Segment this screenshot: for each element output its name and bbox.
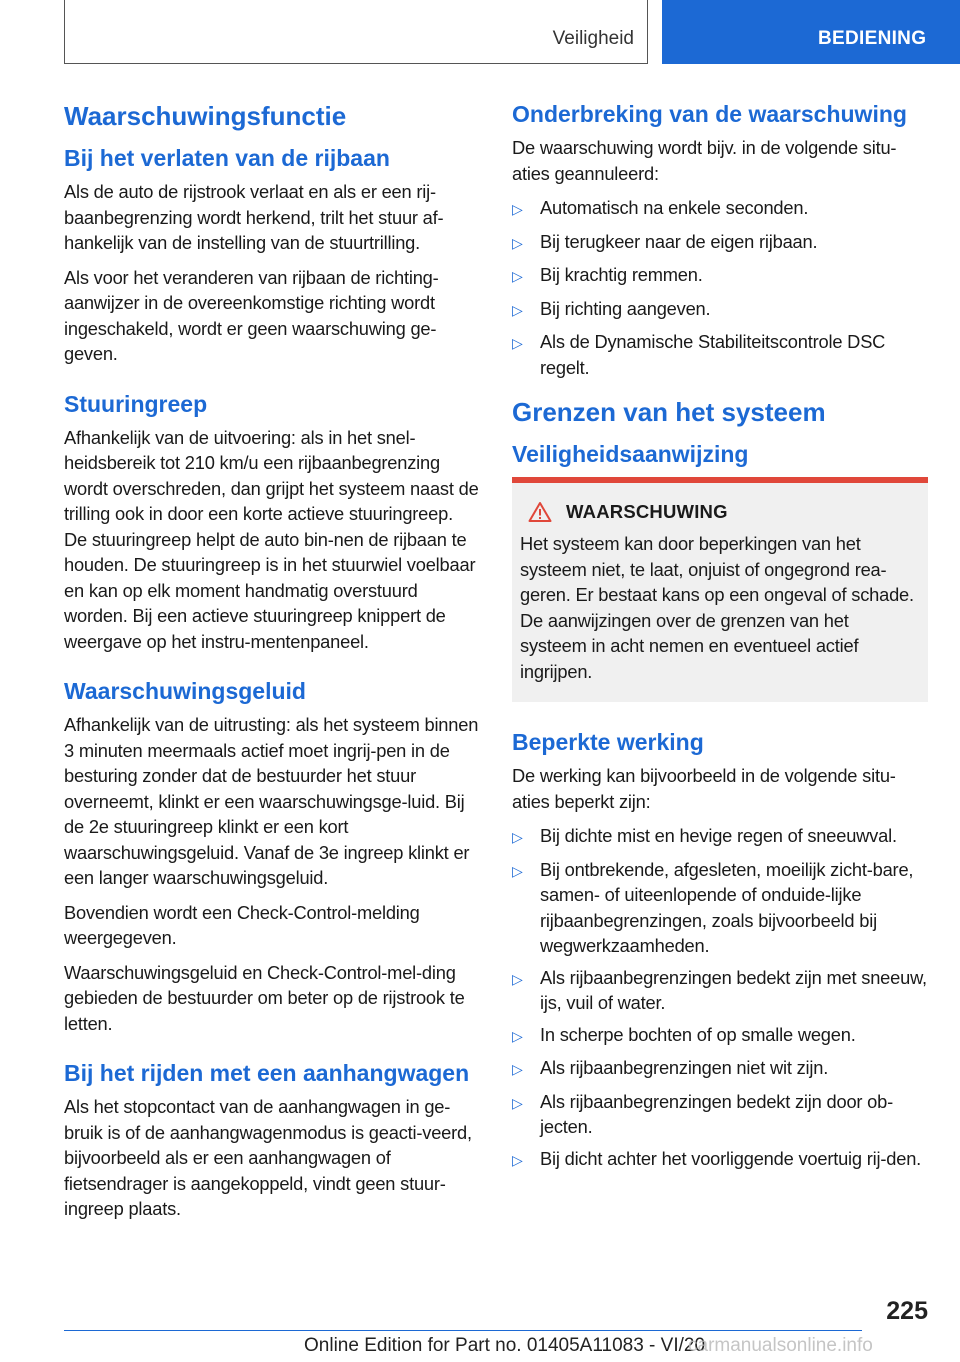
triangle-bullet-icon: ▷ [512,301,523,318]
section-title-waarschuwingsfunctie: Waarschuwingsfunctie [64,101,347,131]
triangle-bullet-icon: ▷ [512,970,523,987]
paragraph: Afhankelijk van de uitrusting: als het systeem binnen 3 minuten meermaals actief moet ingrij-pen in de besturing zonder dat de bestuurder het stuur overneemt, klinkt er een waarschuwingsge-luid. Bij de 2e stuuringreep klinkt er een kort waarschuwingsgeluid. Vanaf de 3e ingreep klinkt er een langer waarschuwingsgeluid. [64,714,479,888]
triangle-bullet-icon: ▷ [512,829,523,845]
heading-onderbreking: Onderbreking van de waarschuwing [512,101,907,127]
paragraph: Als de auto de rijstrook verlaat en als er een rij-baanbegrenzing wordt herkend, trilt het stuur af-hankelijk van de instelling van de stuurtrilling. [64,181,444,253]
heading-beperkte-werking: Beperkte werking [512,729,704,755]
triangle-bullet-icon: ▷ [512,335,523,351]
warning-label: WAARSCHUWING [566,501,728,522]
heading-verlaten-rijbaan: Bij het verlaten van de rijbaan [64,145,390,171]
paragraph: De waarschuwing wordt bijv. in de volgende situ-aties geannuleerd: [512,137,897,184]
triangle-bullet-icon: ▷ [512,268,523,284]
left-column [64,100,480,1231]
page-number: 225 [886,1297,928,1325]
triangle-bullet-icon: ▷ [512,1094,523,1111]
watermark: carmanualsonline.info [688,1335,873,1356]
list-item: ▷ Als rijbaanbegrenzingen bedekt zijn door ob-jecten. [512,1089,928,1140]
list-item: ▷ Als rijbaanbegrenzingen niet wit zijn. [512,1055,928,1083]
triangle-bullet-icon: ▷ [512,201,523,217]
list-item: ▷ Bij dichte mist en hevige regen of sneeuwval. [512,823,928,851]
bullet-list [512,195,928,380]
footer-edition: Online Edition for Part no. 01405A11083 - VI/20 [304,1335,706,1356]
section-title-grenzen: Grenzen van het systeem [512,397,826,427]
footer-divider [64,1330,862,1331]
heading-veiligheidsaanwijzing: Veiligheidsaanwijzing [512,441,749,467]
header-section-title: Veiligheid [552,28,634,49]
list-item: ▷ In scherpe bochten of op smalle wegen. [512,1022,928,1050]
paragraph: Bovendien wordt een Check-Control-melding weergegeven. [64,901,420,948]
bullet-list [512,823,928,1173]
list-item: ▷ Bij ontbrekende, afgesleten, moeilijk zicht-bare, samen- of uiteenlopende of onduide-lijke rijbaanbegrenzingen, zoals bijvoorbeeld bij wegwerkzaamheden. [512,857,928,959]
list-item: ▷ Bij richting aangeven. [512,296,928,324]
list-item: ▷ Bij dicht achter het voorliggende voertuig rij-den. [512,1146,928,1174]
list-item: ▷ Automatisch na enkele seconden. [512,195,928,223]
warning-box [512,477,928,702]
triangle-bullet-icon: ▷ [512,1027,523,1044]
list-item: ▷ Bij krachtig remmen. [512,262,928,290]
heading-stuuringreep: Stuuringreep [64,390,208,417]
list-item: ▷ Als de Dynamische Stabiliteitscontrole DSC regelt. [512,329,928,380]
triangle-bullet-icon: ▷ [512,1151,523,1168]
paragraph: Als voor het veranderen van rijbaan de richting-aanwijzer in de overeenkomstige richting wordt ingeschakeld, wordt er geen waarschuwing ge-geven. [64,266,439,364]
right-column [512,100,928,1189]
triangle-bullet-icon: ▷ [512,234,523,251]
warning-triangle-icon [528,501,552,523]
header-chapter-tab: BEDIENING [662,0,960,64]
paragraph: Waarschuwingsgeluid en Check-Control-mel-ding gebieden de bestuurder om beter op de rijstrook te letten. [64,961,465,1034]
paragraph: De werking kan bijvoorbeeld in de volgende situ-aties beperkt zijn: [512,765,896,812]
list-item: ▷ Als rijbaanbegrenzingen bedekt zijn met sneeuw, ijs, vuil of water. [512,965,928,1016]
heading-aanhangwagen: Bij het rijden met een aanhangwagen [64,1060,470,1086]
heading-waarschuwingsgeluid: Waarschuwingsgeluid [64,678,306,704]
warning-title [520,501,920,523]
list-item: ▷ Bij terugkeer naar de eigen rijbaan. [512,229,928,257]
paragraph: Als het stopcontact van de aanhangwagen in ge-bruik is of de aanhangwagenmodus is geacti-veerd, bijvoorbeeld als er een aanhangwagen of fietsendrager is aangekoppeld, vindt geen stuur-ingreep plaats. [64,1096,472,1219]
triangle-bullet-icon: ▷ [512,1061,523,1077]
paragraph: Afhankelijk van de uitvoering: als in het snel-heidsbereik tot 210 km/u een rijbaanbegrenzing wordt overschreden, dan grijpt het systeem naast de trilling ook in door een korte actieve stuuringreep. De stuuringreep helpt de auto bin-nen de rijbaan te houden. De stuuringreep is in het stuurwiel voelbaar en kan op elk moment handmatig overstuurd worden. Bij een actieve stuuringreep knippert de weergave op het instru-mentenpaneel. [64,426,479,652]
warning-text: Het systeem kan door beperkingen van het systeem niet, te laat, onjuist of ongegrond rea-geren. Er bestaat kans op een ongeval of schade. De aanwijzingen over de grenzen van het systeem in acht nemen en eventueel actief ingrijpen. [520,533,914,682]
triangle-bullet-icon: ▷ [512,862,523,879]
